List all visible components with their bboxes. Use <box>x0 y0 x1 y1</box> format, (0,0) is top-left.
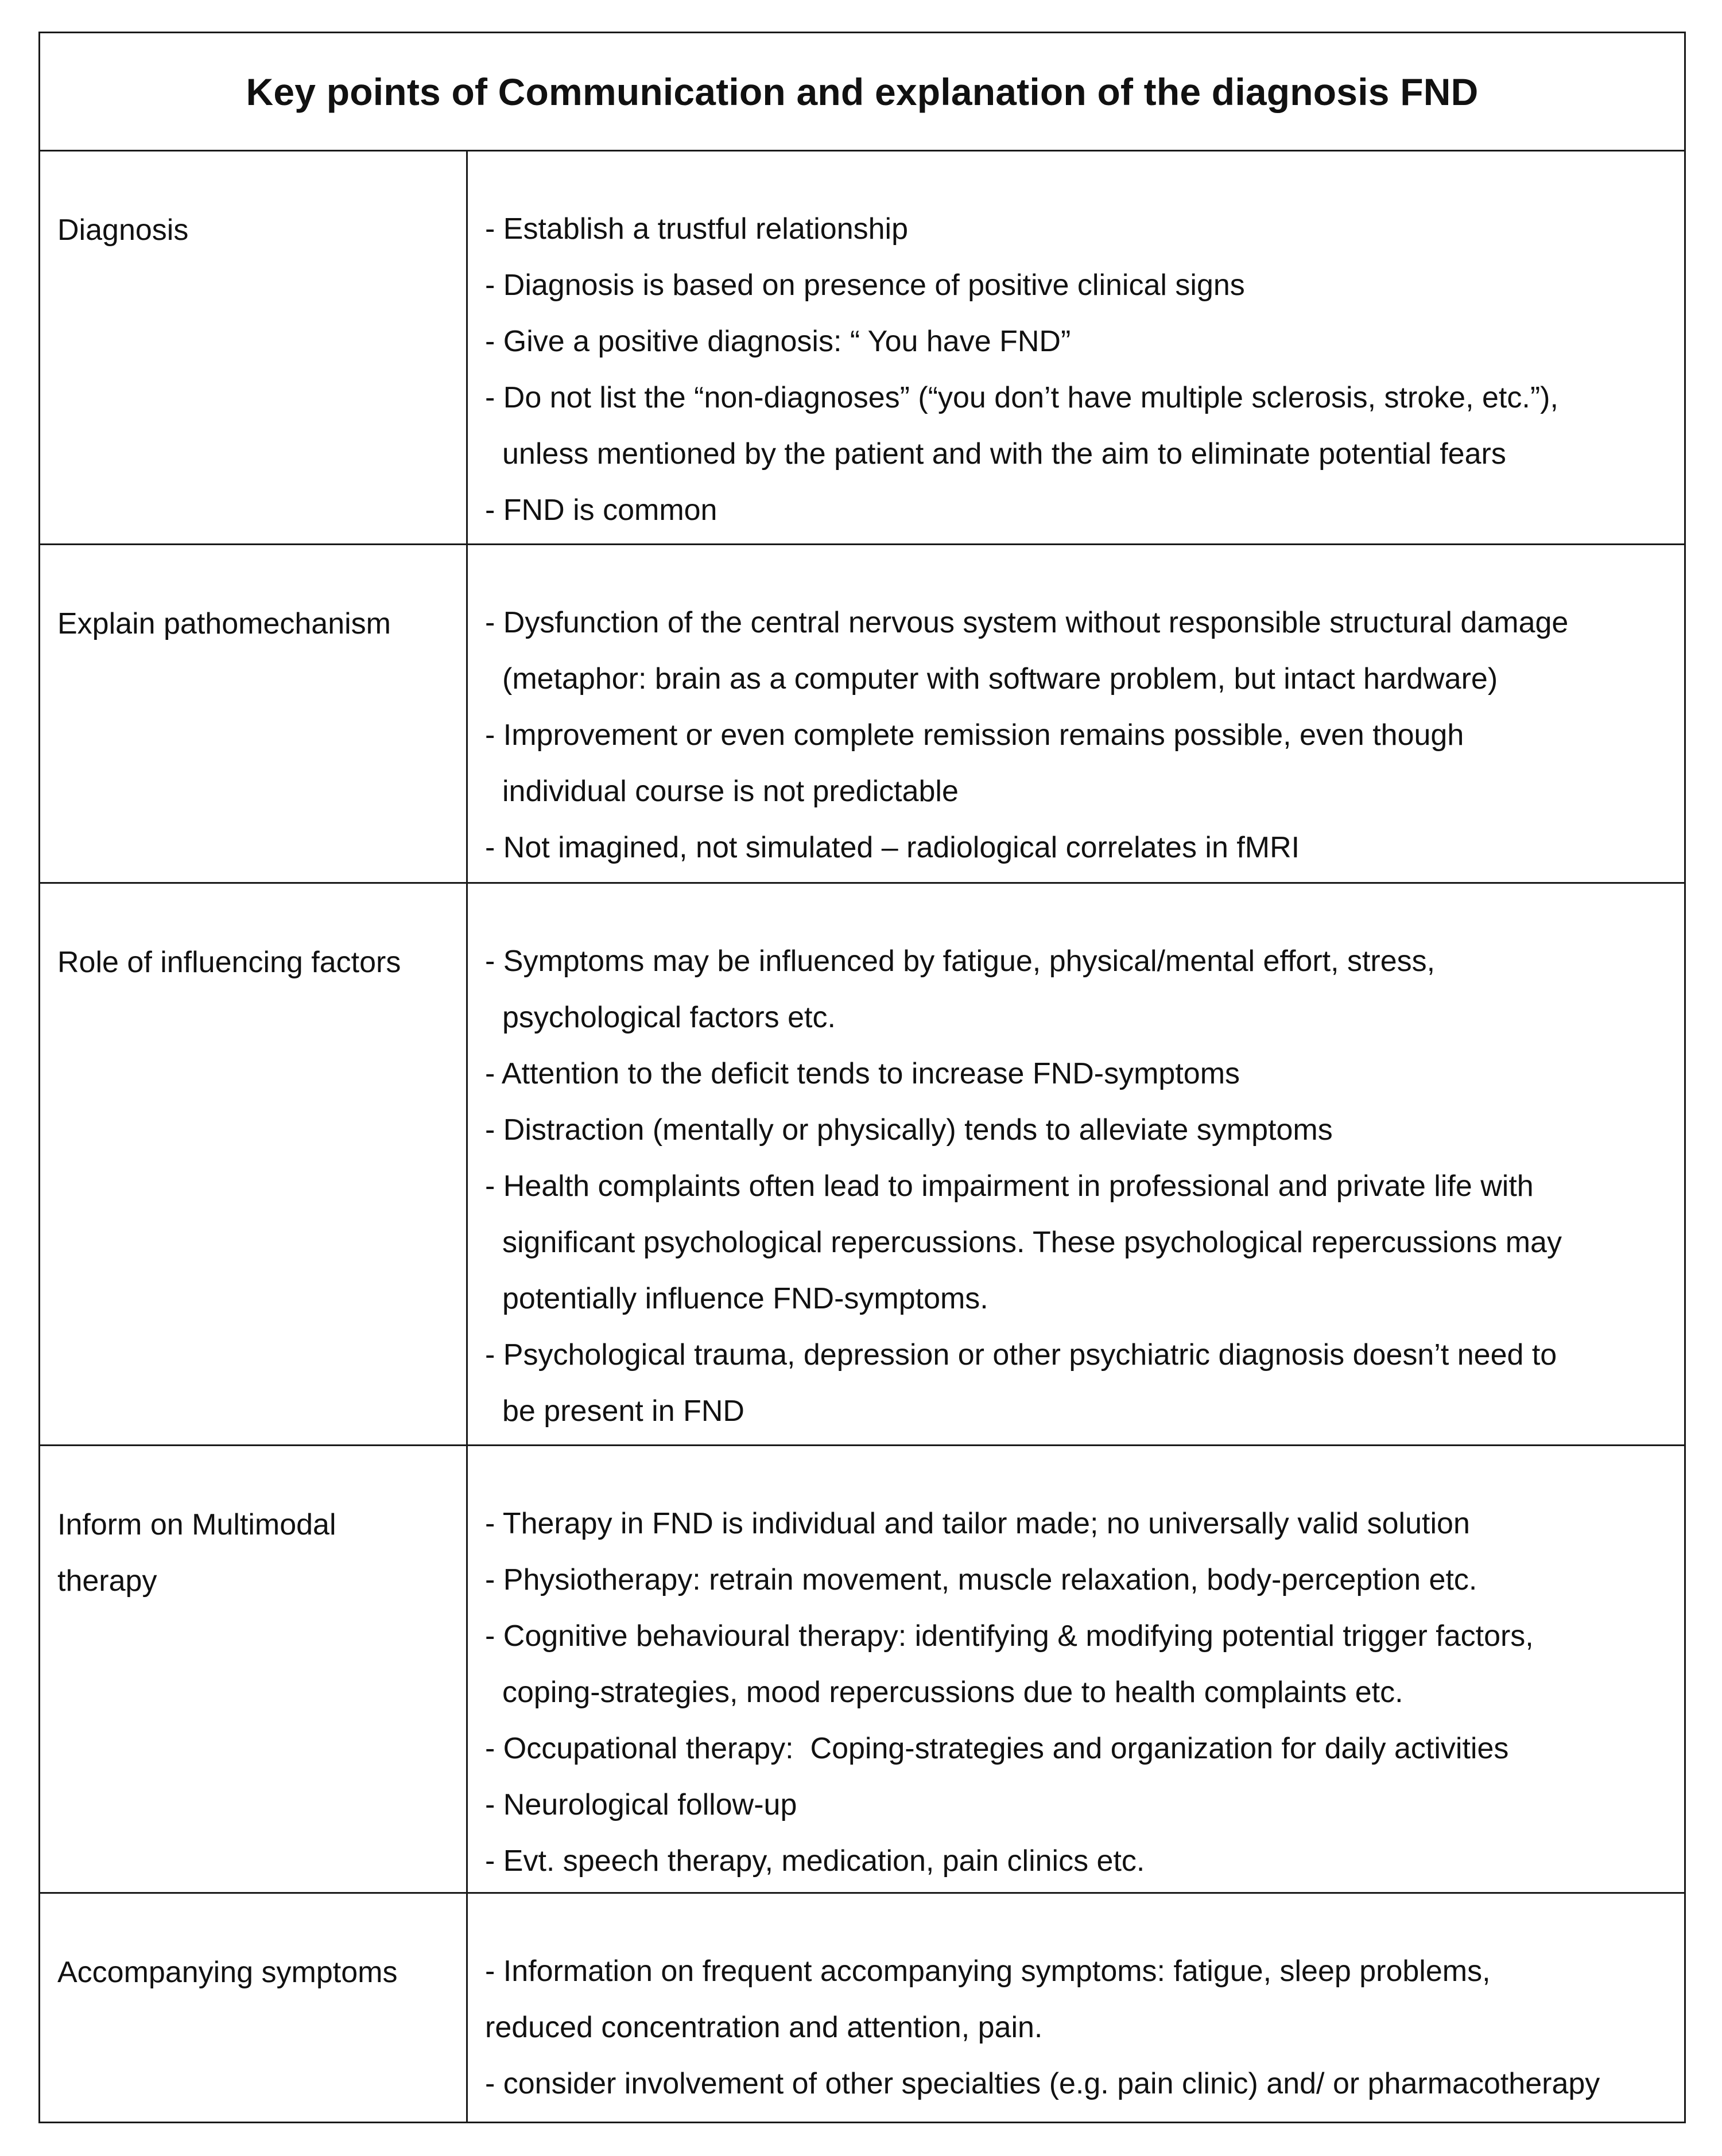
bullet-point: - Information on frequent accompanying symptoms: fatigue, sleep problems, <box>485 1955 1491 1988</box>
bullet-point: - Improvement or even complete remission remains possible, even though <box>485 718 1464 752</box>
table-row <box>40 884 1684 1446</box>
bullet-point: - Therapy in FND is individual and tailor made; no universally valid solution <box>485 1507 1470 1540</box>
bullet-point: - Dysfunction of the central nervous system without responsible structural damage <box>485 606 1569 639</box>
row-content <box>468 151 1684 543</box>
bullet-continuation: be present in FND <box>502 1394 744 1428</box>
key-points-table <box>38 32 1686 2123</box>
bullet-continuation: (metaphor: brain as a computer with software problem, but intact hardware) <box>502 662 1498 696</box>
bullet-point: - Symptoms may be influenced by fatigue, physical/mental effort, stress, <box>485 945 1436 978</box>
row-label: Explain pathomechanism <box>40 545 468 882</box>
bullet-continuation: potentially influence FND-symptoms. <box>502 1282 988 1315</box>
bullet-point: - Cognitive behavioural therapy: identifying & modifying potential trigger factors, <box>485 1619 1534 1653</box>
row-label: Diagnosis <box>40 151 468 543</box>
bullet-point: - Neurological follow-up <box>485 1788 797 1821</box>
row-content <box>468 545 1684 882</box>
bullet-point: - Health complaints often lead to impairment in professional and private life with <box>485 1170 1534 1203</box>
bullet-continuation: significant psychological repercussions. These psychological repercussions may <box>502 1226 1562 1259</box>
table-title-row <box>40 33 1684 151</box>
bullet-point: - Occupational therapy: Coping-strategies and organization for daily activities <box>485 1732 1509 1765</box>
row-content <box>468 884 1684 1444</box>
bullet-continuation: coping-strategies, mood repercussions due to health complaints etc. <box>502 1676 1403 1709</box>
bullet-point: - Establish a trustful relationship <box>485 212 909 246</box>
bullet-continuation: individual course is not predictable <box>502 775 959 808</box>
table-title: Key points of Communication and explanation of the diagnosis FND <box>246 70 1479 113</box>
bullet-point: - Give a positive diagnosis: “ You have FND” <box>485 325 1071 358</box>
bullet-point: - Distraction (mentally or physically) tends to alleviate symptoms <box>485 1113 1333 1147</box>
table-row <box>40 151 1684 545</box>
bullet-point: - Do not list the “non-diagnoses” (“you don’t have multiple sclerosis, stroke, etc.”), <box>485 381 1558 414</box>
bullet-point: - Physiotherapy: retrain movement, muscle relaxation, body-perception etc. <box>485 1563 1477 1596</box>
table-row <box>40 1894 1684 2122</box>
bullet-continuation: psychological factors etc. <box>502 1001 836 1034</box>
bullet-point: - Diagnosis is based on presence of positive clinical signs <box>485 269 1245 302</box>
bullet-point: - FND is common <box>485 494 718 527</box>
table-row <box>40 545 1684 884</box>
bullet-point: - consider involvement of other specialties (e.g. pain clinic) and/ or pharmacotherapy <box>485 2067 1600 2100</box>
bullet-point: - Evt. speech therapy, medication, pain clinics etc. <box>485 1844 1145 1878</box>
row-label: Role of influencing factors <box>40 884 468 1444</box>
table-row <box>40 1446 1684 1894</box>
bullet-point: - Not imagined, not simulated – radiological correlates in fMRI <box>485 831 1300 864</box>
table-body <box>40 151 1684 2122</box>
bullet-continuation: reduced concentration and attention, pain. <box>485 2011 1043 2044</box>
row-content <box>468 1446 1684 1892</box>
row-label: Inform on Multimodal therapy <box>40 1446 468 1892</box>
row-content <box>468 1894 1684 2122</box>
bullet-point: - Psychological trauma, depression or other psychiatric diagnosis doesn’t need to <box>485 1338 1557 1372</box>
row-label: Accompanying symptoms <box>40 1894 468 2122</box>
bullet-continuation: unless mentioned by the patient and with the aim to eliminate potential fears <box>502 437 1506 471</box>
bullet-point: - Attention to the deficit tends to increase FND-symptoms <box>485 1057 1240 1090</box>
